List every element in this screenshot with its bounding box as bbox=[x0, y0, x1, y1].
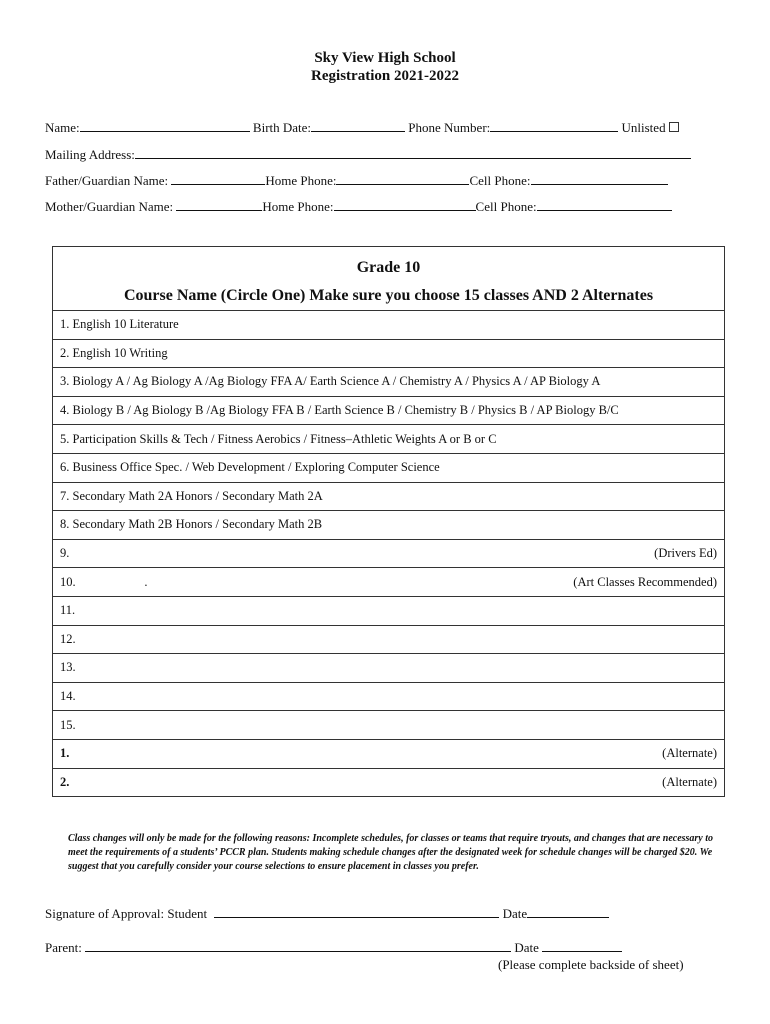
course-cell[interactable] bbox=[53, 311, 725, 340]
name-blank[interactable] bbox=[80, 119, 250, 132]
course-cell[interactable] bbox=[53, 453, 725, 482]
course-row-content bbox=[60, 374, 717, 389]
course-option-text: 1. bbox=[60, 746, 70, 761]
course-note-text: (Alternate) bbox=[662, 746, 717, 761]
mother-cell-phone-label: Cell Phone: bbox=[475, 199, 537, 214]
course-row-content bbox=[60, 403, 717, 418]
course-option-text: 1. English 10 Literature bbox=[60, 317, 179, 332]
birth-date-blank[interactable] bbox=[311, 119, 405, 132]
mother-guardian-label: Mother/Guardian Name: bbox=[45, 199, 174, 214]
course-note-text: (Drivers Ed) bbox=[654, 546, 717, 561]
course-cell[interactable] bbox=[53, 739, 725, 768]
unlisted-checkbox[interactable] bbox=[669, 122, 679, 132]
course-cell[interactable] bbox=[53, 425, 725, 454]
mailing-address-label: Mailing Address: bbox=[45, 147, 135, 162]
course-option-text: 4. Biology B / Ag Biology B /Ag Biology FFA B / Earth Science B / Chemistry B / Physics B / AP Biology B/C bbox=[60, 403, 619, 418]
table-row bbox=[53, 482, 725, 511]
course-row-content bbox=[60, 346, 717, 361]
school-name: Sky View High School bbox=[314, 50, 456, 66]
student-date-blank[interactable] bbox=[527, 905, 609, 918]
name-label: Name: bbox=[45, 120, 80, 135]
form-title: Registration 2021-2022 bbox=[311, 68, 459, 84]
course-row-content bbox=[60, 746, 717, 761]
student-signature-blank[interactable] bbox=[214, 905, 499, 918]
course-option-text: 8. Secondary Math 2B Honors / Secondary Math 2B bbox=[60, 517, 323, 532]
grade-heading: Grade 10 bbox=[53, 247, 725, 285]
parent-signature-label: Parent: bbox=[45, 940, 82, 955]
father-guardian-blank[interactable] bbox=[171, 172, 265, 185]
student-signature-line bbox=[45, 905, 609, 922]
parent-signature-line bbox=[45, 939, 622, 956]
father-cell-phone-label: Cell Phone: bbox=[469, 173, 531, 188]
course-cell[interactable] bbox=[53, 682, 725, 711]
mother-line bbox=[45, 198, 672, 215]
course-cell[interactable] bbox=[53, 482, 725, 511]
table-row bbox=[53, 453, 725, 482]
mother-guardian-blank[interactable] bbox=[176, 198, 262, 211]
course-row-content bbox=[60, 317, 717, 332]
course-cell[interactable] bbox=[53, 368, 725, 397]
phone-number-blank[interactable] bbox=[490, 119, 618, 132]
course-option-text: 11. bbox=[60, 603, 76, 618]
course-cell[interactable] bbox=[53, 539, 725, 568]
course-option-text: 13. bbox=[60, 660, 76, 675]
course-option-text: 3. Biology A / Ag Biology A /Ag Biology FFA A/ Earth Science A / Chemistry A / Physics A / AP Biology A bbox=[60, 374, 601, 389]
course-cell[interactable] bbox=[53, 625, 725, 654]
table-row bbox=[53, 396, 725, 425]
course-row-content bbox=[60, 432, 717, 447]
course-row-content bbox=[60, 603, 717, 618]
course-note-text: (Alternate) bbox=[662, 774, 717, 789]
table-row bbox=[53, 368, 725, 397]
course-cell[interactable] bbox=[53, 654, 725, 683]
course-row-content bbox=[60, 460, 717, 475]
table-row bbox=[53, 511, 725, 540]
course-cell[interactable] bbox=[53, 768, 725, 797]
mailing-line bbox=[45, 146, 691, 163]
course-cell[interactable] bbox=[53, 596, 725, 625]
table-row bbox=[53, 339, 725, 368]
course-instructions: Course Name (Circle One) Make sure you choose 15 classes AND 2 Alternates bbox=[53, 284, 725, 311]
class-change-notice: Class changes will only be made for the following reasons: Incomplete schedules, for classes or teams that require tryouts, and changes that are necessary to meet the requirements of a students’ PCCR plan. Students making schedule changes after the designated week for schedule changes will be charged $20. We suggest that you carefully consider your course selections to ensure placement in classes you prefer. bbox=[68, 833, 714, 872]
course-option-text: 15. bbox=[60, 717, 76, 732]
course-option-text: 7. Secondary Math 2A Honors / Secondary Math 2A bbox=[60, 488, 323, 503]
student-date-label: Date bbox=[502, 906, 528, 921]
course-row-content bbox=[60, 775, 717, 790]
course-cell[interactable] bbox=[53, 396, 725, 425]
course-option-text: 2. English 10 Writing bbox=[60, 345, 168, 360]
student-signature-label: Signature of Approval: Student bbox=[45, 906, 208, 921]
course-option-text: 6. Business Office Spec. / Web Development / Exploring Computer Science bbox=[60, 460, 440, 475]
course-row-content bbox=[60, 718, 717, 733]
course-cell[interactable] bbox=[53, 711, 725, 740]
mother-cell-phone-blank[interactable] bbox=[537, 198, 672, 211]
phone-number-label: Phone Number: bbox=[408, 120, 491, 135]
table-header-row bbox=[53, 247, 725, 285]
backside-note: (Please complete backside of sheet) bbox=[498, 957, 684, 972]
course-option-text: 9. bbox=[60, 546, 70, 561]
course-row-content bbox=[60, 517, 717, 532]
table-row bbox=[53, 711, 725, 740]
father-line bbox=[45, 172, 668, 189]
course-row-content bbox=[60, 575, 717, 590]
course-row-content bbox=[60, 546, 717, 561]
course-row-content bbox=[60, 660, 717, 675]
table-row bbox=[53, 625, 725, 654]
table-row bbox=[53, 768, 725, 797]
table-row bbox=[53, 596, 725, 625]
course-option-text: 10. . bbox=[60, 574, 148, 589]
father-home-phone-blank[interactable] bbox=[336, 172, 469, 185]
course-cell[interactable] bbox=[53, 568, 725, 597]
course-cell[interactable] bbox=[53, 511, 725, 540]
mother-home-phone-label: Home Phone: bbox=[262, 199, 334, 214]
unlisted-label: Unlisted bbox=[621, 120, 666, 135]
course-option-text: 12. bbox=[60, 631, 76, 646]
course-cell[interactable] bbox=[53, 339, 725, 368]
course-option-text: 5. Participation Skills & Tech / Fitness Aerobics / Fitness–Athletic Weights A or B or C bbox=[60, 431, 497, 446]
birth-date-label: Birth Date: bbox=[252, 120, 312, 135]
course-option-text: 2. bbox=[60, 774, 70, 789]
student-info-line bbox=[45, 119, 679, 136]
table-row bbox=[53, 539, 725, 568]
mother-home-phone-blank[interactable] bbox=[334, 198, 476, 211]
course-note-text: (Art Classes Recommended) bbox=[573, 574, 717, 589]
course-row-content bbox=[60, 689, 717, 704]
table-row bbox=[53, 739, 725, 768]
table-instructions-row bbox=[53, 284, 725, 311]
course-row-content bbox=[60, 489, 717, 504]
table-row bbox=[53, 311, 725, 340]
father-home-phone-label: Home Phone: bbox=[265, 173, 337, 188]
table-row bbox=[53, 425, 725, 454]
course-selection-table bbox=[52, 246, 725, 797]
parent-date-blank[interactable] bbox=[542, 939, 622, 952]
course-row-content bbox=[60, 632, 717, 647]
table-row bbox=[53, 682, 725, 711]
father-guardian-label: Father/Guardian Name: bbox=[45, 173, 169, 188]
table-row bbox=[53, 568, 725, 597]
parent-date-label: Date bbox=[514, 940, 539, 955]
table-row bbox=[53, 654, 725, 683]
course-option-text: 14. bbox=[60, 689, 76, 704]
parent-signature-blank[interactable] bbox=[85, 939, 511, 952]
mailing-address-blank[interactable] bbox=[135, 146, 691, 159]
father-cell-phone-blank[interactable] bbox=[531, 172, 668, 185]
